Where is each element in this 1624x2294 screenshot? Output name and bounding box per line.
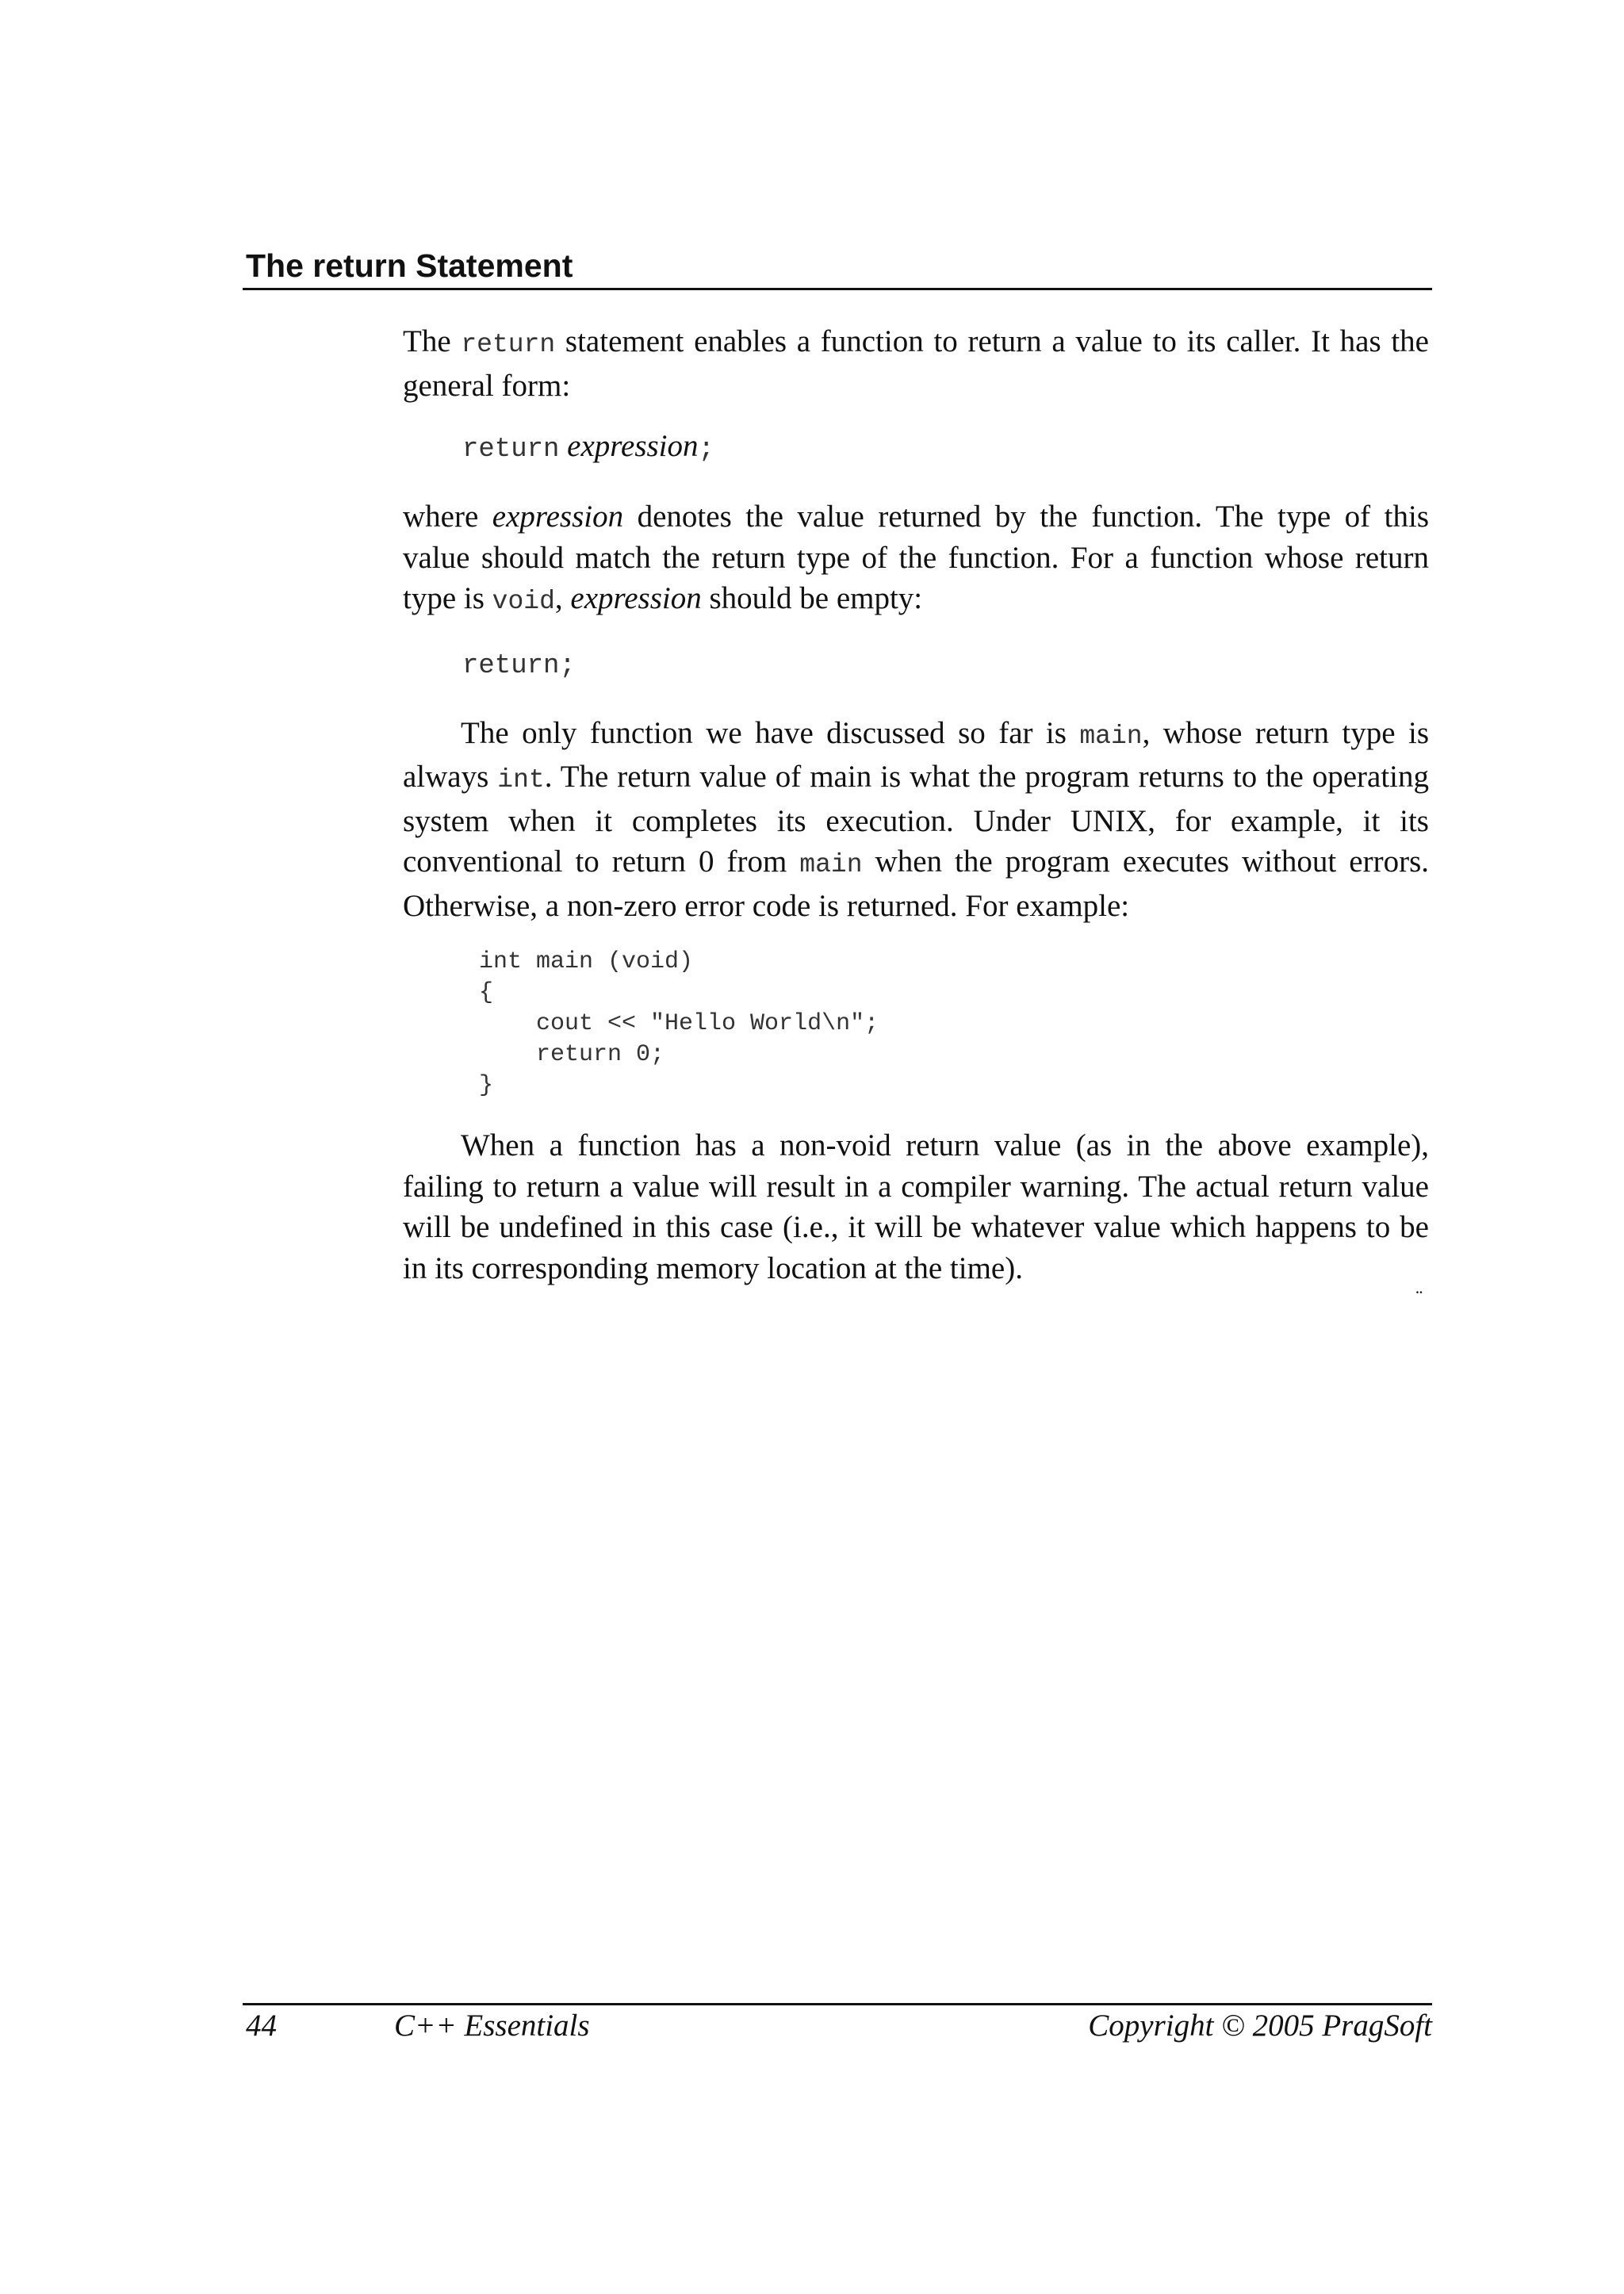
paragraph-1 — [403, 321, 1429, 406]
copyright: Copyright © 2005 PragSoft — [1088, 2009, 1432, 2043]
book-title: C++ Essentials — [394, 2009, 590, 2043]
section-heading: The return Statement — [246, 247, 573, 284]
text: statement enables a function to return a value to its caller. It has the general form: — [403, 324, 1429, 403]
end-mark: ¨ — [1415, 1286, 1423, 1309]
inline-code: void — [492, 587, 555, 616]
inline-code: main — [799, 850, 863, 879]
paragraph-2 — [403, 496, 1429, 622]
syntax-code: return; — [462, 650, 576, 681]
paragraph-3 — [403, 713, 1429, 927]
heading-rule — [243, 288, 1432, 290]
text: should be empty: — [701, 581, 923, 615]
footer-rule — [243, 2003, 1432, 2005]
body-text — [403, 321, 1429, 1309]
text: , whose return type is always — [403, 715, 1429, 794]
text: , — [554, 581, 571, 615]
text: when the program executes without errors. Otherwise, a non-zero error code is returned. For example: — [403, 844, 1429, 923]
text: The only function we have discussed so far is — [461, 715, 1080, 750]
inline-code: return — [461, 330, 556, 359]
text: where — [403, 500, 492, 534]
inline-code: main — [1079, 721, 1143, 751]
text: . The return value of main is what the program returns to the operating system when it completes its execution. Under UNIX, for example, it its conventional to return 0 from — [403, 760, 1429, 879]
text: The — [403, 324, 462, 358]
inline-code: int — [497, 765, 545, 795]
emphasis: expression — [492, 500, 624, 534]
emphasis: expression — [570, 581, 702, 615]
syntax-semicolon: ; — [698, 435, 714, 465]
syntax-placeholder: expression — [567, 429, 699, 463]
page-number: 44 — [246, 2009, 277, 2043]
text: denotes the value returned by the function. The type of this value should match the return type of the function. For a function whose return type is — [403, 500, 1429, 615]
syntax-return-expression — [462, 426, 1429, 470]
paragraph-4: When a function has a non-void return value (as in the above example), failing to return a value will result in a compiler warning. The actual return value will be undefined in this case (i.e., it will be whatever value which happens to be in its corresponding memory location at the time). — [403, 1128, 1429, 1285]
syntax-keyword: return — [462, 435, 560, 465]
code-example: int main (void) { cout << "Hello World\n"; return 0; } — [479, 948, 879, 1099]
syntax-return-empty — [462, 642, 1429, 687]
